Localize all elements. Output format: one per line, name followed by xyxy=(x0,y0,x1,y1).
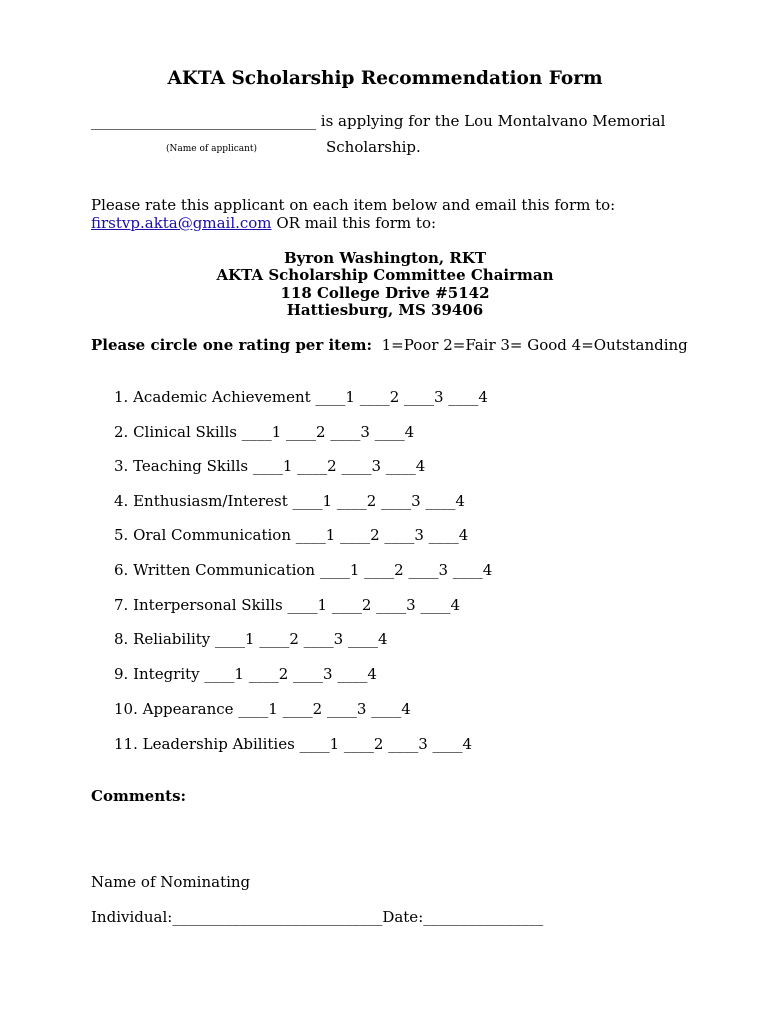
address-role: AKTA Scholarship Committee Chairman xyxy=(216,266,554,284)
applicant-line-text: is applying for the Lou Montalvano Memorial xyxy=(320,112,666,130)
address-city: Hattiesburg, MS 39406 xyxy=(286,301,484,319)
applicant-name-blank[interactable]: ______________________________ xyxy=(91,112,316,130)
comments-label: Comments: xyxy=(91,787,187,805)
rating-item-enthusiasm-interest[interactable]: 4. Enthusiasm/Interest ____1 ____2 ____3 ____4 xyxy=(114,492,465,510)
rating-instruction xyxy=(91,338,688,353)
rating-item-oral-communication[interactable]: 5. Oral Communication ____1 ____2 ____3 ____4 xyxy=(114,526,469,544)
rating-item-clinical-skills[interactable]: 2. Clinical Skills ____1 ____2 ____3 ____4 xyxy=(114,423,415,441)
instructions-line2-tail: OR mail this form to: xyxy=(276,214,437,232)
rating-item-appearance[interactable]: 10. Appearance ____1 ____2 ____3 ____4 xyxy=(114,700,411,718)
rating-item-integrity[interactable]: 9. Integrity ____1 ____2 ____3 ____4 xyxy=(114,665,377,683)
page-title: AKTA Scholarship Recommendation Form xyxy=(167,68,603,89)
rating-item-reliability[interactable]: 8. Reliability ____1 ____2 ____3 ____4 xyxy=(114,630,388,648)
rating-item-written-communication[interactable]: 6. Written Communication ____1 ____2 ____3 ____4 xyxy=(114,561,493,579)
applicant-row xyxy=(91,114,665,129)
rating-instruction-label: Please circle one rating per item: xyxy=(91,336,373,354)
rating-scale: 1=Poor 2=Fair 3= Good 4=Outstanding xyxy=(381,336,688,354)
applicant-line-continuation: Scholarship. xyxy=(326,138,421,156)
rating-item-teaching-skills[interactable]: 3. Teaching Skills ____1 ____2 ____3 ____4 xyxy=(114,457,426,475)
instructions-line2 xyxy=(91,216,436,231)
applicant-caption: (Name of applicant) xyxy=(166,144,258,154)
instructions-line1: Please rate this applicant on each item below and email this form to: xyxy=(91,196,616,214)
rating-item-leadership-abilities[interactable]: 11. Leadership Abilities ____1 ____2 ____3 ____4 xyxy=(114,735,473,753)
rating-item-academic-achievement[interactable]: 1. Academic Achievement ____1 ____2 ____3 ____4 xyxy=(114,388,488,406)
rating-item-interpersonal-skills[interactable]: 7. Interpersonal Skills ____1 ____2 ____3 ____4 xyxy=(114,596,460,614)
address-street: 118 College Drive #5142 xyxy=(280,284,490,302)
nominating-signature-date-line[interactable]: Individual:____________________________Date:________________ xyxy=(91,908,544,926)
email-link[interactable]: firstvp.akta@gmail.com xyxy=(91,214,272,232)
nominating-label: Name of Nominating xyxy=(91,873,251,891)
address-name: Byron Washington, RKT xyxy=(283,249,487,267)
